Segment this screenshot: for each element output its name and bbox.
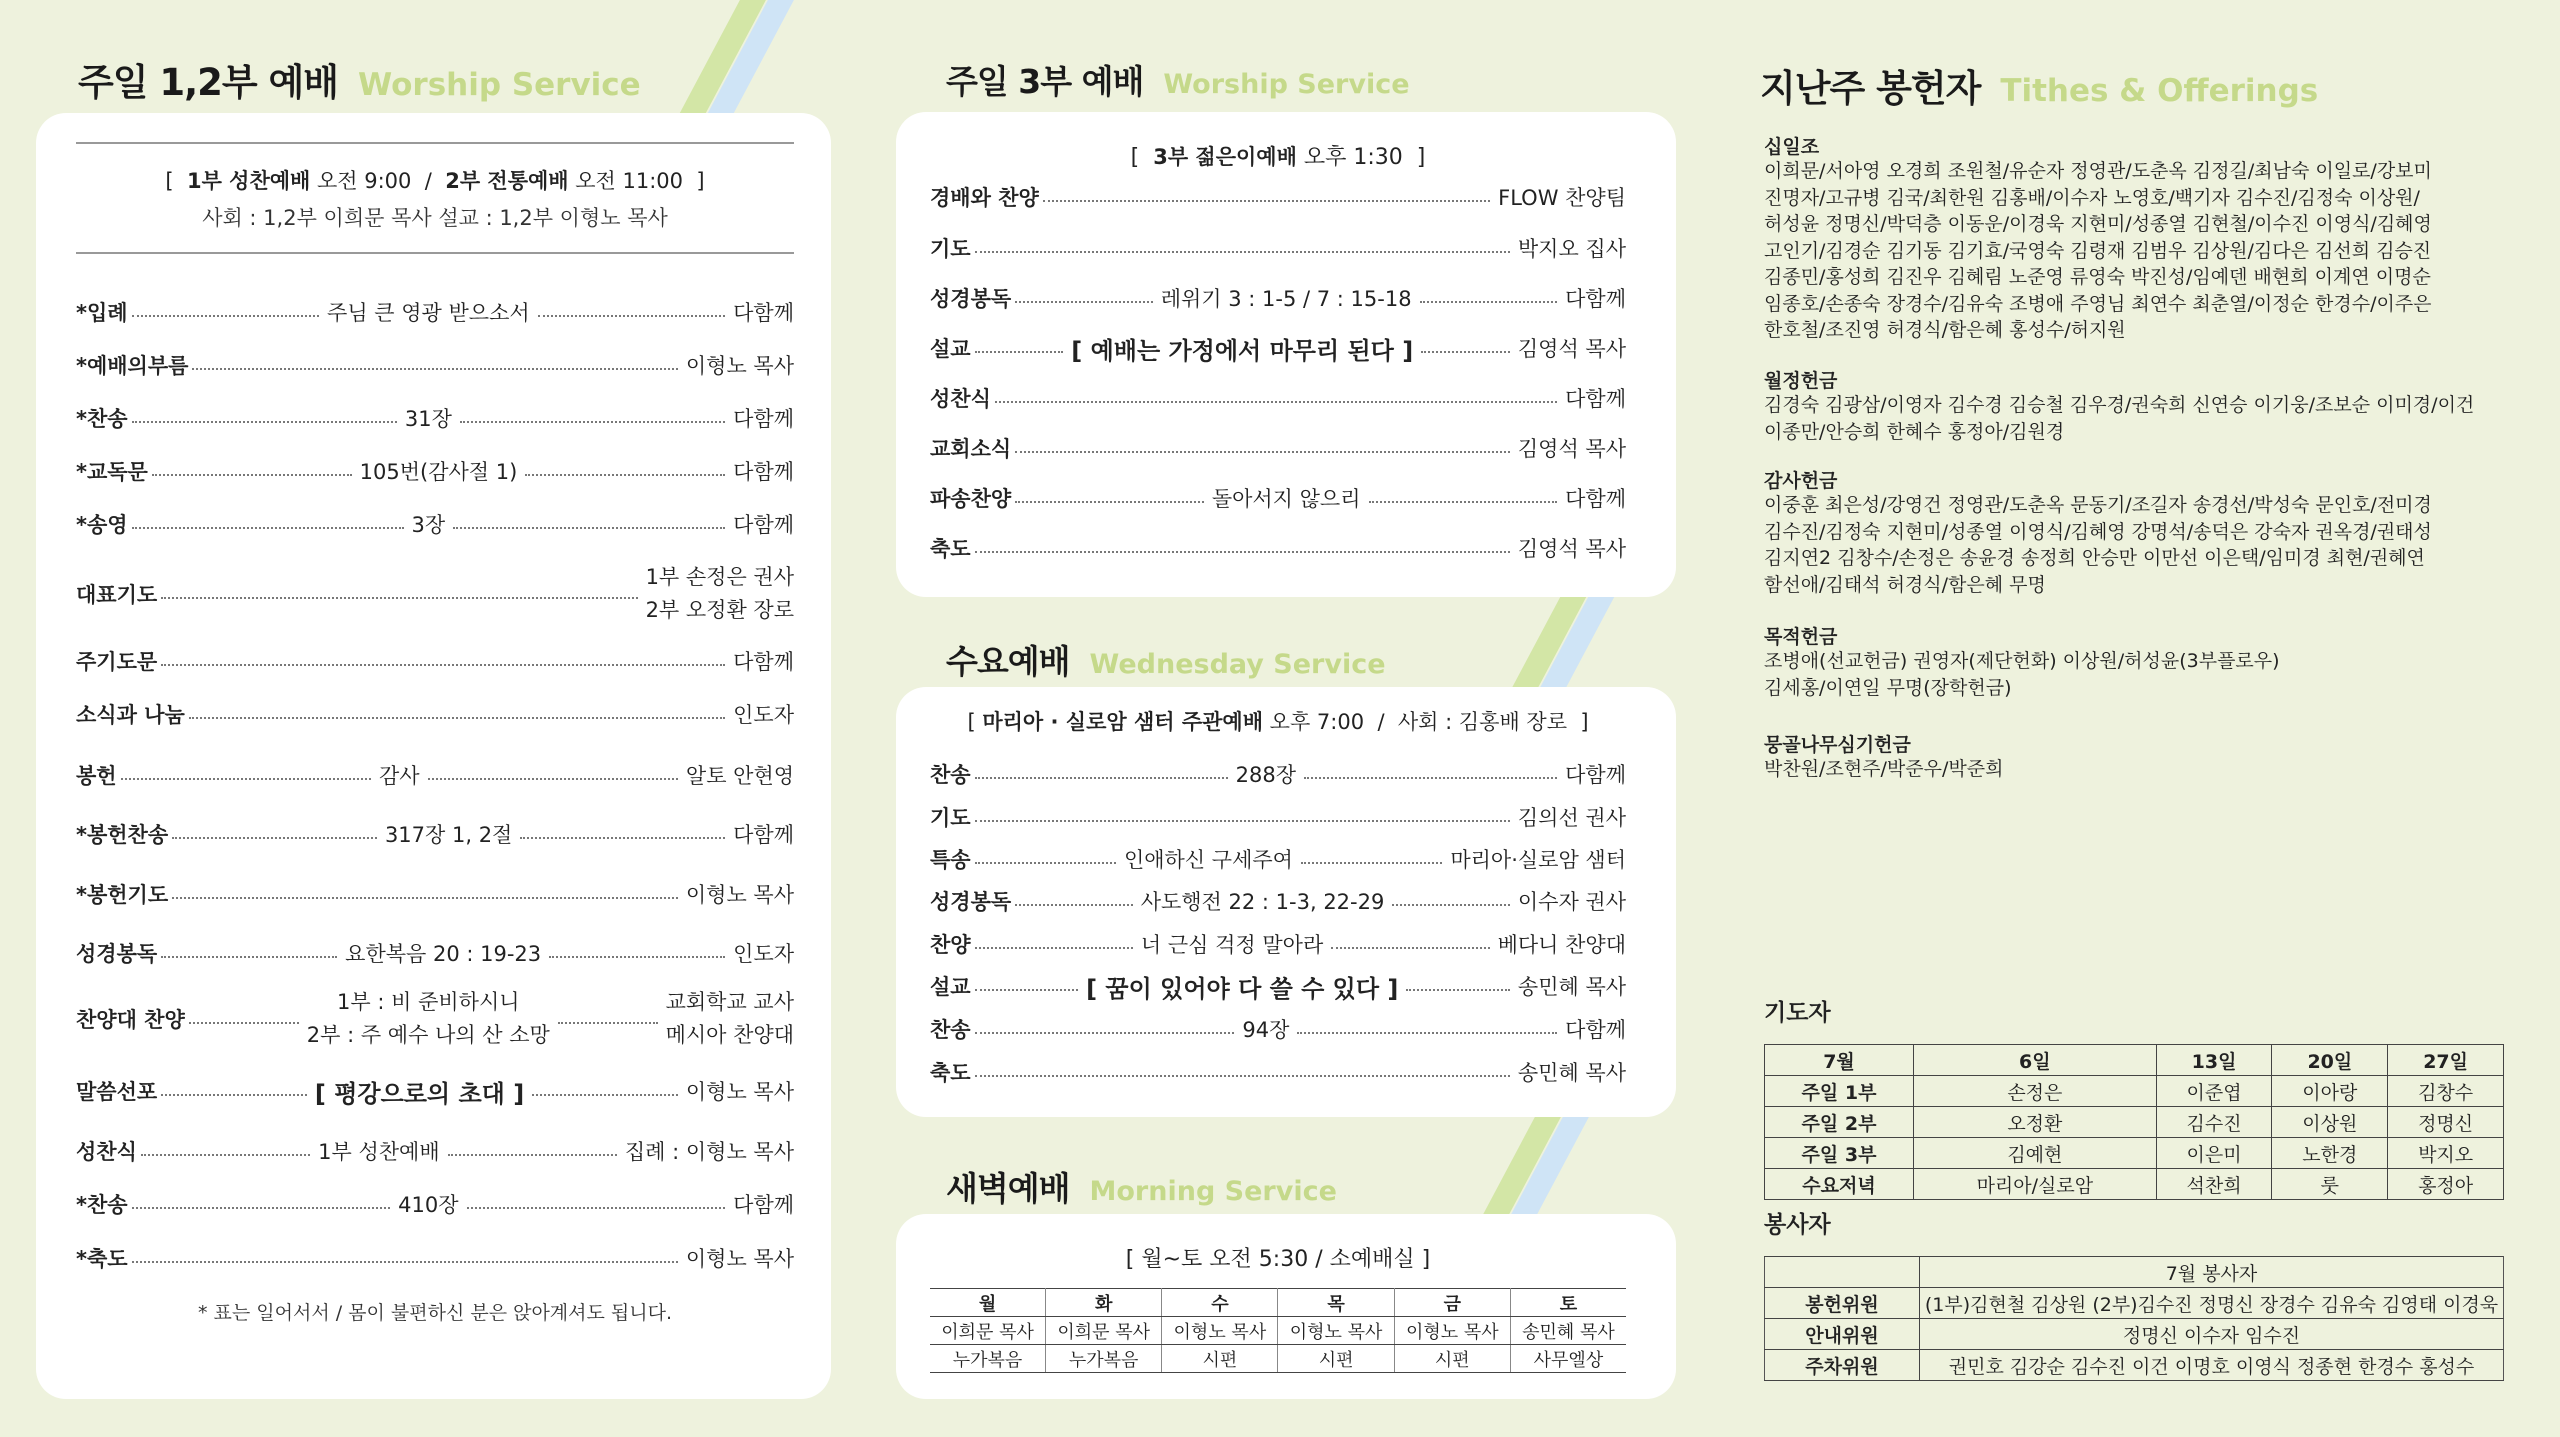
schedule-right: 다함께 xyxy=(733,301,794,325)
schedule-row xyxy=(76,1186,794,1222)
schedule-middle: 너 근심 걱정 말아라 xyxy=(1140,933,1324,957)
day-cell: 목 xyxy=(1278,1289,1394,1317)
leader-dots xyxy=(520,837,725,839)
schedule-right: 다함께 xyxy=(1565,763,1626,787)
title-ko: 새벽예배 xyxy=(946,1169,1070,1208)
title-en: Worship Service xyxy=(1163,69,1410,100)
right-line-2: 2부 오정환 장로 xyxy=(645,598,794,622)
schedule-row xyxy=(76,1240,794,1276)
schedule-right: 이형노 목사 xyxy=(685,354,794,378)
schedule-middle: [ 꿈이 있어야 다 쓸 수 있다 ] xyxy=(1086,974,1399,1003)
prayer-row xyxy=(1765,1169,2504,1200)
schedule-right: 다함께 xyxy=(1565,1018,1627,1042)
schedule-right: 김영석 목사 xyxy=(1517,437,1626,461)
leader-cell: 이형노 목사 xyxy=(1278,1317,1394,1345)
date-cell: 20일 xyxy=(2272,1045,2388,1076)
schedule-right: 김의선 권사 xyxy=(1517,806,1626,830)
prayer-name: 노한경 xyxy=(2272,1138,2388,1169)
schedule-right: 마리아·실로암 샘터 xyxy=(1450,848,1626,872)
offering-category: 월정헌금 xyxy=(1764,370,1838,392)
leader-dots xyxy=(975,1075,1510,1077)
schedule-row xyxy=(930,281,1626,315)
prayer-name: 이준엽 xyxy=(2156,1076,2272,1107)
date-cell: 13일 xyxy=(2156,1045,2272,1076)
schedule-right: 다함께 xyxy=(733,460,795,484)
offering-line: 조병애(선교헌금) 권영자(제단헌화) 이상원/허성윤(3부플로우) xyxy=(1764,650,2280,672)
leader-cell: 이희문 목사 xyxy=(1046,1317,1162,1345)
section-title-offerings xyxy=(1760,58,2318,112)
prayer-name: 정명신 xyxy=(2388,1107,2504,1138)
day-cell: 토 xyxy=(1510,1289,1626,1317)
schedule-row xyxy=(76,1073,794,1109)
leader-dots xyxy=(172,837,377,839)
offering-line: 고인기/김경순 김기동 김기효/국영숙 김령재 김범우 김상원/김다은 김선희 김승진 xyxy=(1764,239,2432,262)
schedule-right: 다함께 xyxy=(1565,487,1627,511)
schedule-right: 박지오 집사 xyxy=(1517,237,1626,261)
volunteer-names: 정명신 이수자 임수진 xyxy=(1920,1319,2504,1350)
leader-dots xyxy=(152,474,352,476)
schedule-middle: 돌아서지 않으리 xyxy=(1211,487,1361,511)
prayer-label: 수요저녁 xyxy=(1765,1169,1914,1200)
standing-note: * 표는 일어서서 / 몸이 불편하신 분은 앉아계셔도 됩니다. xyxy=(197,1302,673,1324)
section-title-sunday12 xyxy=(78,52,641,106)
leader-dots xyxy=(428,778,678,780)
leader-dots xyxy=(1297,1032,1557,1034)
offering-line: 이종만/안승희 한혜수 홍정아/김원경 xyxy=(1764,420,2065,443)
divider xyxy=(76,252,794,254)
prayer-row xyxy=(1765,1138,2504,1169)
leader-dots xyxy=(1015,904,1133,906)
schedule-row xyxy=(76,990,794,1047)
text-cell: 시편 xyxy=(1394,1345,1510,1373)
volunteer-label: 안내위원 xyxy=(1765,1319,1920,1350)
schedule-label: *봉헌찬송 xyxy=(76,823,169,847)
schedule-label: 성경봉독 xyxy=(930,287,1012,311)
leader-dots xyxy=(975,777,1228,779)
offering-line: 김지연2 김창수/손정은 송윤경 송정희 안승만 이만선 이은택/임미경 최현/권혜연 xyxy=(1764,547,2425,569)
section-title-sunday3 xyxy=(946,56,1410,103)
schedule-label: 대표기도 xyxy=(76,583,158,607)
volunteer-names: (1부)김현철 김상원 (2부)김수진 정명신 장경수 김유숙 김영태 이경욱 xyxy=(1920,1288,2504,1319)
schedule-label: *찬송 xyxy=(76,407,128,431)
leader-dots xyxy=(1331,947,1489,949)
offering-line: 김세홍/이연일 무명(장학헌금) xyxy=(1764,676,2012,699)
schedule-middle: 94장 xyxy=(1242,1018,1290,1042)
offering-names xyxy=(1764,158,2524,344)
prayer-name: 김창수 xyxy=(2388,1076,2504,1107)
offering-line: 김경숙 김광삼/이영자 김수경 김승철 김우경/권숙희 신연승 이기웅/조보순 이미경/이건 xyxy=(1764,394,2475,416)
schedule-middle: [ 예배는 가정에서 마무리 된다 ] xyxy=(1071,336,1414,365)
prayer-label: 주일 3부 xyxy=(1765,1138,1914,1169)
volunteer-row xyxy=(1765,1319,2504,1350)
leader-dots xyxy=(525,474,725,476)
schedule-row xyxy=(76,643,794,679)
schedule-middle: 인애하신 구세주여 xyxy=(1123,848,1293,872)
leader-dots xyxy=(453,527,725,529)
day-cell: 화 xyxy=(1046,1289,1162,1317)
prayer-name: 룻 xyxy=(2272,1169,2388,1200)
leader-dots xyxy=(132,315,319,317)
service-header-line1: [ 1부 성찬예배 오전 9:00 / 2부 전통예배 오전 11:00 ] xyxy=(165,169,705,193)
schedule-label: 기도 xyxy=(930,806,971,830)
schedule-right xyxy=(638,561,794,627)
schedule-right: 이수자 권사 xyxy=(1517,890,1626,914)
schedule-row xyxy=(930,231,1626,265)
title-ko: 주일 1,2부 예배 xyxy=(78,61,339,104)
prayer-name: 이상원 xyxy=(2272,1107,2388,1138)
schedule-middle: [ 평강으로의 초대 ] xyxy=(314,1079,525,1108)
schedule-label: 축도 xyxy=(930,537,971,561)
morning-table xyxy=(930,1288,1626,1373)
service-header: [ 3부 젊은이예배 오후 1:30 ] xyxy=(1130,145,1426,170)
schedule-label: 축도 xyxy=(930,1061,971,1085)
schedule-right: 송민혜 목사 xyxy=(1517,1061,1626,1085)
schedule-right: 인도자 xyxy=(733,703,794,727)
service-header: [ 마리아 · 실로암 샘터 주관예배 오후 7:00 / 사회 : 김홍배 장로 ] xyxy=(967,710,1589,734)
schedule-row xyxy=(930,1013,1626,1045)
leader-dots xyxy=(121,778,371,780)
schedule-label: *교독문 xyxy=(76,460,148,484)
schedule-label: 성찬식 xyxy=(76,1140,137,1164)
schedule-middle: 31장 xyxy=(404,407,452,431)
schedule-label: 봉헌 xyxy=(76,764,117,788)
schedule-row xyxy=(76,565,794,622)
schedule-row xyxy=(76,696,794,732)
volunteer-row xyxy=(1765,1288,2504,1319)
schedule-label: 교회소식 xyxy=(930,437,1012,461)
schedule-row xyxy=(76,757,794,793)
schedule-row xyxy=(930,843,1626,875)
schedule-label: 주기도문 xyxy=(76,650,158,674)
offering-line: 이중훈 최은성/강영건 정영관/도춘옥 문동기/조길자 송경선/박성숙 문인호/전미경 xyxy=(1764,494,2432,516)
schedule-middle: 사도행전 22 : 1-3, 22-29 xyxy=(1140,890,1385,914)
schedule-label: 성경봉독 xyxy=(930,890,1012,914)
leader-dots xyxy=(132,421,397,423)
date-cell: 27일 xyxy=(2388,1045,2504,1076)
schedule-middle xyxy=(299,986,558,1052)
schedule-right: 인도자 xyxy=(733,942,795,966)
offering-line: 이희문/서아영 오경희 조원철/유순자 정영관/도춘옥 김정길/최남숙 이일로/강보미 xyxy=(1764,160,2432,182)
schedule-label: *찬송 xyxy=(76,1193,128,1217)
title-en: Worship Service xyxy=(358,67,641,103)
offering-names xyxy=(1764,392,2524,445)
leader-dots xyxy=(141,1154,310,1156)
corner-cell xyxy=(1765,1257,1920,1288)
leader-dots xyxy=(1301,862,1442,864)
section-title-morning xyxy=(946,1163,1337,1210)
schedule-label: 찬양 xyxy=(930,933,971,957)
leader-dots xyxy=(538,315,725,317)
leader-dots xyxy=(161,956,337,958)
leader-dots xyxy=(1420,301,1558,303)
leader-dots xyxy=(975,351,1064,353)
schedule-label: *축도 xyxy=(76,1247,128,1271)
schedule-right: 베다니 찬양대 xyxy=(1497,933,1626,957)
schedule-row xyxy=(930,928,1626,960)
offering-line: 허성윤 정명신/박덕층 이동운/이경욱 지현미/성종열 김현철/이수진 이영식/김혜영 xyxy=(1764,213,2432,235)
schedule-label: 특송 xyxy=(930,848,971,872)
schedule-label: 파송찬양 xyxy=(930,487,1012,511)
offering-category: 감사헌금 xyxy=(1764,470,1838,492)
date-cell: 6일 xyxy=(1914,1045,2157,1076)
schedule-label: 찬송 xyxy=(930,763,971,787)
leader-dots xyxy=(975,862,1116,864)
schedule-middle: 410장 xyxy=(398,1193,459,1217)
prayer-row xyxy=(1765,1076,2504,1107)
offering-line: 진명자/고규병 김국/최한원 김홍배/이수자 노영호/백기자 김수진/김정숙 이상원/ xyxy=(1764,186,2420,209)
schedule-middle: 3장 xyxy=(411,513,446,537)
schedule-label: *예배의부름 xyxy=(76,354,189,378)
text-cell: 시편 xyxy=(1278,1345,1394,1373)
leader-dots xyxy=(1043,200,1490,202)
schedule-right: FLOW 찬양팀 xyxy=(1498,186,1626,210)
prayer-label: 주일 1부 xyxy=(1765,1076,1914,1107)
leader-dots xyxy=(161,664,725,666)
offering-names xyxy=(1764,756,2524,783)
leader-dots xyxy=(1015,301,1153,303)
schedule-label: 소식과 나눔 xyxy=(76,703,185,727)
leader-dots xyxy=(975,1032,1235,1034)
schedule-middle: 요한복음 20 : 19-23 xyxy=(345,942,542,966)
text-cell: 시편 xyxy=(1162,1345,1278,1373)
offering-category: 뭉골나무심기헌금 xyxy=(1764,734,1911,756)
schedule-right: 다함께 xyxy=(733,650,794,674)
schedule-label: *봉헌기도 xyxy=(76,883,169,907)
volunteer-label: 주차위원 xyxy=(1765,1350,1920,1381)
schedule-right: 김영석 목사 xyxy=(1517,337,1626,361)
leader-dots xyxy=(995,401,1557,403)
offering-line: 김종민/홍성희 김진우 김혜림 노준영 류영숙 박진성/임예덴 배현희 이계연 이명순 xyxy=(1764,266,2431,288)
schedule-right: 다함께 xyxy=(733,407,794,431)
schedule-row xyxy=(930,885,1626,917)
schedule-right: 다함께 xyxy=(1565,387,1626,411)
leader-dots xyxy=(1406,989,1510,991)
volunteers-title: 봉사자 xyxy=(1764,1212,1831,1238)
schedule-right: 송민혜 목사 xyxy=(1517,975,1627,999)
schedule-label: 찬양대 찬양 xyxy=(76,1008,185,1032)
text-cell: 누가복음 xyxy=(1046,1345,1162,1373)
schedule-middle: 317장 1, 2절 xyxy=(384,823,513,847)
schedule-row xyxy=(76,453,794,489)
leader-dots xyxy=(467,1207,726,1209)
right-line-2: 메시아 찬양대 xyxy=(665,1023,794,1047)
prayer-name: 김수진 xyxy=(2156,1107,2272,1138)
schedule-row xyxy=(930,431,1626,465)
schedule-label: 성경봉독 xyxy=(76,942,158,966)
offering-category: 십일조 xyxy=(1764,136,1820,158)
offering-names xyxy=(1764,492,2524,598)
prayer-name: 홍정아 xyxy=(2388,1169,2504,1200)
middle-line-1: 1부 : 비 준비하시니 xyxy=(337,990,520,1014)
schedule-label: 기도 xyxy=(930,237,971,261)
schedule-right: 집례 : 이형노 목사 xyxy=(624,1140,794,1164)
leader-dots xyxy=(549,956,725,958)
leader-dots xyxy=(975,551,1510,553)
section-title-wednesday xyxy=(946,636,1386,683)
schedule-label: 말씀선포 xyxy=(76,1080,158,1104)
right-line-1: 1부 손정은 권사 xyxy=(645,565,794,589)
schedule-middle: 105번(감사절 1) xyxy=(359,460,518,484)
title-ko: 수요예배 xyxy=(946,642,1070,681)
prayer-table xyxy=(1764,1044,2504,1200)
leader-dots xyxy=(1015,451,1510,453)
schedule-middle: 레위기 3 : 1-5 / 7 : 15-18 xyxy=(1160,287,1412,311)
leader-dots xyxy=(192,368,677,370)
leader-dots xyxy=(1015,501,1204,503)
schedule-row xyxy=(76,816,794,852)
leader-cell: 이희문 목사 xyxy=(930,1317,1046,1345)
middle-line-2: 2부 : 주 예수 나의 산 소망 xyxy=(306,1023,550,1047)
leader-dots xyxy=(161,1094,307,1096)
leader-dots xyxy=(975,820,1510,822)
schedule-label: *입례 xyxy=(76,301,128,325)
leader-dots xyxy=(1392,904,1510,906)
prayer-label: 주일 2부 xyxy=(1765,1107,1914,1138)
prayer-name: 이아랑 xyxy=(2272,1076,2388,1107)
title-ko: 지난주 봉헌자 xyxy=(1760,67,1981,110)
schedule-row xyxy=(930,531,1626,565)
leader-cell: 이형노 목사 xyxy=(1394,1317,1510,1345)
title-ko: 주일 3부 예배 xyxy=(946,62,1144,101)
leader-dots xyxy=(460,421,725,423)
schedule-right: 이형노 목사 xyxy=(685,883,794,907)
service-header: [ 월~토 오전 5:30 / 소예배실 ] xyxy=(1125,1247,1431,1272)
schedule-right: 이형노 목사 xyxy=(685,1247,794,1271)
schedule-row xyxy=(76,506,794,542)
schedule-label: 설교 xyxy=(930,337,971,361)
offering-line: 김수진/김정숙 지현미/성종열 이영식/김혜영 강명석/송덕은 강숙자 권옥경/권태성 xyxy=(1764,520,2432,543)
volunteer-row xyxy=(1765,1350,2504,1381)
schedule-row xyxy=(930,481,1626,515)
leader-dots xyxy=(975,251,1510,253)
schedule-row xyxy=(930,1056,1626,1088)
schedule-right: 다함께 xyxy=(733,513,795,537)
leader-dots xyxy=(975,947,1133,949)
schedule-row xyxy=(76,347,794,383)
day-cell: 금 xyxy=(1394,1289,1510,1317)
schedule-row xyxy=(76,876,794,912)
month-cell: 7월 xyxy=(1765,1045,1914,1076)
prayer-name: 마리아/실로암 xyxy=(1914,1169,2157,1200)
volunteer-label: 봉헌위원 xyxy=(1765,1288,1920,1319)
prayer-title: 기도자 xyxy=(1764,1000,1831,1026)
offering-line: 함선애/김태석 허경식/함은혜 무명 xyxy=(1764,573,2046,596)
schedule-row xyxy=(930,758,1626,790)
day-cell: 월 xyxy=(930,1289,1046,1317)
schedule-row xyxy=(930,331,1626,365)
schedule-row xyxy=(76,1133,794,1169)
volunteer-names: 권민호 김강순 김수진 이건 이명호 이영식 정종현 한경수 홍성수 xyxy=(1920,1350,2504,1381)
leader-dots xyxy=(161,597,637,599)
right-line-1: 교회학교 교사 xyxy=(665,990,794,1014)
schedule-right: 김영석 목사 xyxy=(1517,537,1626,561)
schedule-right: 다함께 xyxy=(733,1193,795,1217)
prayer-name: 이은미 xyxy=(2156,1138,2272,1169)
schedule-row xyxy=(76,400,794,436)
prayer-name: 손정은 xyxy=(1914,1076,2157,1107)
schedule-label: 찬송 xyxy=(930,1018,971,1042)
title-en: Tithes & Offerings xyxy=(2000,73,2319,109)
offering-line: 임종호/손종숙 장경수/김유숙 조병애 주영님 최연수 최춘열/이정순 한경수/이주은 xyxy=(1764,292,2432,315)
schedule-label: *송영 xyxy=(76,513,128,537)
service-header-line2: 사회 : 1,2부 이희문 목사 설교 : 1,2부 이형노 목사 xyxy=(202,206,668,230)
schedule-middle: 1부 성찬예배 xyxy=(318,1140,440,1164)
schedule-right: 알토 안현영 xyxy=(685,764,795,788)
schedule-right xyxy=(658,986,794,1052)
volunteers-header: 7월 봉사자 xyxy=(1920,1257,2504,1288)
leader-dots xyxy=(189,1022,299,1024)
volunteers-table xyxy=(1764,1256,2504,1381)
prayer-name: 박지오 xyxy=(2388,1138,2504,1169)
schedule-middle: 288장 xyxy=(1235,763,1297,787)
prayer-name: 김예현 xyxy=(1914,1138,2157,1169)
offering-line: 한호철/조진영 허경식/함은혜 홍성수/허지원 xyxy=(1764,319,2126,341)
title-en: Wednesday Service xyxy=(1089,649,1386,680)
schedule-middle: 감사 xyxy=(378,764,420,788)
leader-dots xyxy=(975,989,1079,991)
leader-dots xyxy=(132,1207,391,1209)
title-en: Morning Service xyxy=(1089,1176,1337,1207)
schedule-label: 설교 xyxy=(930,975,971,999)
schedule-label: 경배와 찬양 xyxy=(930,186,1039,210)
leader-dots xyxy=(1421,351,1510,353)
leader-cell: 송민혜 목사 xyxy=(1510,1317,1626,1345)
schedule-label: 성찬식 xyxy=(930,387,991,411)
schedule-right: 다함께 xyxy=(733,823,794,847)
leader-dots xyxy=(132,527,404,529)
schedule-right: 다함께 xyxy=(1565,287,1626,311)
prayer-name: 석찬희 xyxy=(2156,1169,2272,1200)
divider xyxy=(76,142,794,144)
leader-dots xyxy=(132,1261,678,1263)
leader-dots xyxy=(172,897,678,899)
schedule-row xyxy=(930,970,1626,1002)
leader-dots xyxy=(558,1022,658,1024)
text-cell: 사무엘상 xyxy=(1510,1345,1626,1373)
leader-dots xyxy=(532,1094,678,1096)
day-cell: 수 xyxy=(1162,1289,1278,1317)
prayer-name: 오정환 xyxy=(1914,1107,2157,1138)
schedule-row xyxy=(930,381,1626,415)
schedule-row xyxy=(76,935,794,971)
schedule-row xyxy=(930,801,1626,833)
offering-category: 목적헌금 xyxy=(1764,626,1838,648)
leader-cell: 이형노 목사 xyxy=(1162,1317,1278,1345)
text-cell: 누가복음 xyxy=(930,1345,1046,1373)
leader-dots xyxy=(189,717,725,719)
leader-dots xyxy=(1369,501,1558,503)
prayer-row xyxy=(1765,1107,2504,1138)
offering-line: 박찬원/조현주/박준우/박준희 xyxy=(1764,758,2004,780)
leader-dots xyxy=(1304,777,1557,779)
schedule-right: 이형노 목사 xyxy=(685,1080,794,1104)
schedule-middle: 주님 큰 영광 받으소서 xyxy=(327,301,530,325)
schedule-row xyxy=(930,180,1626,214)
leader-dots xyxy=(448,1154,617,1156)
offering-names xyxy=(1764,648,2524,701)
schedule-row xyxy=(76,294,794,330)
